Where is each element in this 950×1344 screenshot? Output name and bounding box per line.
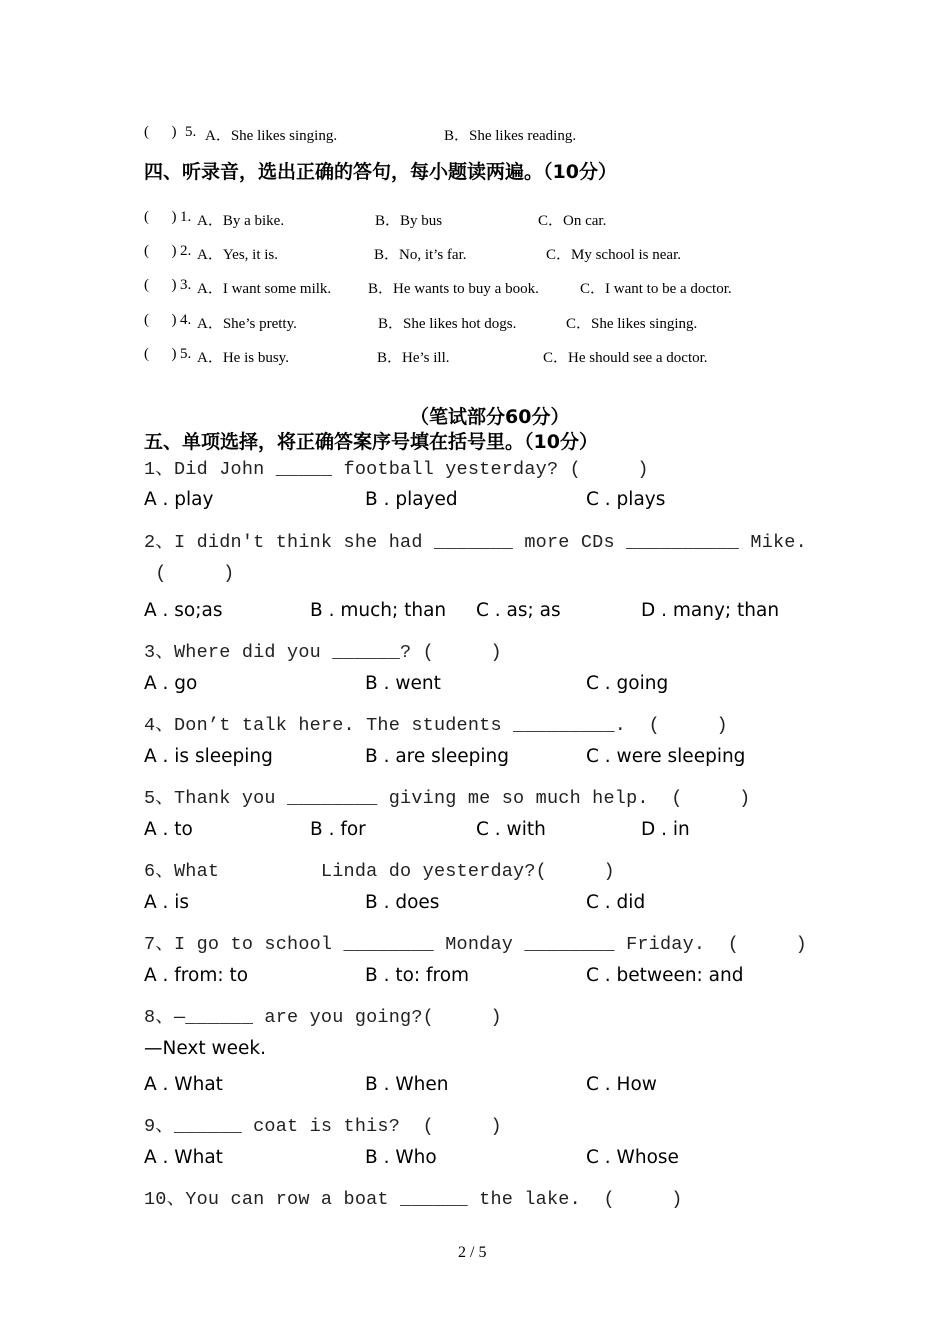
option-b: B．By bus — [375, 213, 443, 229]
option-b: B．He wants to buy a book. — [368, 281, 539, 297]
option-a: A．She’s pretty. — [197, 316, 297, 332]
written-part-heading: （笔试部分60分） — [410, 406, 570, 428]
option-a: A．I want some milk. — [197, 281, 332, 297]
item-number: 1. — [180, 209, 192, 225]
item-number: 4. — [180, 312, 192, 328]
option-a: A . to — [144, 819, 193, 840]
option-c: C . were sleeping — [586, 746, 746, 767]
option-b: B . to: from — [365, 965, 470, 986]
dialogue-answer: —Next week. — [144, 1038, 266, 1059]
page-number: 2 / 5 — [458, 1244, 487, 1261]
option-c: C . plays — [586, 489, 666, 510]
item-number: 3. — [180, 277, 192, 293]
answer-paren[interactable]: ( ) — [144, 312, 177, 328]
item-number: 5. — [180, 346, 192, 362]
option-c: C . did — [586, 892, 646, 913]
option-c: C . with — [476, 819, 546, 840]
option-b: B . When — [365, 1074, 449, 1095]
question-text: 6、What Linda do yesterday?( ) — [144, 861, 615, 882]
option-b: B . much; than — [310, 600, 447, 621]
option-b: B．She likes hot dogs. — [378, 316, 517, 332]
option-b: B . played — [365, 489, 458, 510]
option-d: D . many; than — [641, 600, 780, 621]
question-text: 2、I didn't think she had _______ more CDs __________ Mike. — [144, 532, 807, 553]
option-a: A . go — [144, 673, 198, 694]
option-a: A．By a bike. — [197, 213, 285, 229]
option-b: B . went — [365, 673, 441, 694]
option-c: C．He should see a doctor. — [543, 350, 708, 366]
option-a: A . so;as — [144, 600, 223, 621]
option-c: C．On car. — [538, 213, 607, 229]
option-c: C．She likes singing. — [566, 316, 698, 332]
option-a: A . is — [144, 892, 190, 913]
option-a: A . is sleeping — [144, 746, 273, 767]
question-text: 3、Where did you ______? ( ) — [144, 642, 502, 663]
option-a: A . What — [144, 1074, 223, 1095]
option-c: C . How — [586, 1074, 657, 1095]
option-d: D . in — [641, 819, 690, 840]
section-5-title: 五、单项选择，将正确答案序号填在括号里。（10分） — [144, 431, 598, 453]
section-4-title: 四、听录音，选出正确的答句，每小题读两遍。（10分） — [144, 161, 617, 183]
question-text: 4、Don’t talk here. The students _________. ( ) — [144, 715, 728, 736]
option-a: A . What — [144, 1147, 223, 1168]
option-c: C . Whose — [586, 1147, 679, 1168]
question-text: 9、______ coat is this? ( ) — [144, 1116, 502, 1137]
item-number: 5. — [185, 124, 197, 140]
option-b: B . Who — [365, 1147, 437, 1168]
answer-paren[interactable]: ( ) — [144, 124, 177, 140]
question-text: 10、You can row a boat ______ the lake. ( ) — [144, 1189, 683, 1210]
question-text: 7、I go to school ________ Monday ________ Friday. ( ) — [144, 934, 807, 955]
answer-paren[interactable]: ( ) — [144, 277, 177, 293]
question-text: 1、Did John _____ football yesterday? ( ) — [144, 459, 649, 480]
option-c: C . between: and — [586, 965, 744, 986]
option-a: A．Yes, it is. — [197, 247, 278, 263]
option-a: A．He is busy. — [197, 350, 289, 366]
option-b: B . are sleeping — [365, 746, 510, 767]
answer-paren[interactable]: ( ) — [144, 209, 177, 225]
option-c: C . as; as — [476, 600, 561, 621]
option-b: B．No, it’s far. — [374, 247, 467, 263]
answer-paren[interactable]: ( ) — [144, 563, 235, 584]
option-b: B．She likes reading. — [444, 128, 577, 144]
answer-paren[interactable]: ( ) — [144, 346, 177, 362]
question-text: 8、—______ are you going?( ) — [144, 1007, 502, 1028]
option-a: A . from: to — [144, 965, 249, 986]
option-a: A．She likes singing. — [205, 128, 338, 144]
answer-paren[interactable]: ( ) — [144, 243, 177, 259]
option-c: C．I want to be a doctor. — [580, 281, 732, 297]
option-b: B．He’s ill. — [377, 350, 450, 366]
option-c: C．My school is near. — [546, 247, 681, 263]
option-c: C . going — [586, 673, 669, 694]
item-number: 2. — [180, 243, 192, 259]
question-text: 5、Thank you ________ giving me so much help. ( ) — [144, 788, 751, 809]
option-b: B . does — [365, 892, 440, 913]
option-a: A . play — [144, 489, 214, 510]
option-b: B . for — [310, 819, 366, 840]
